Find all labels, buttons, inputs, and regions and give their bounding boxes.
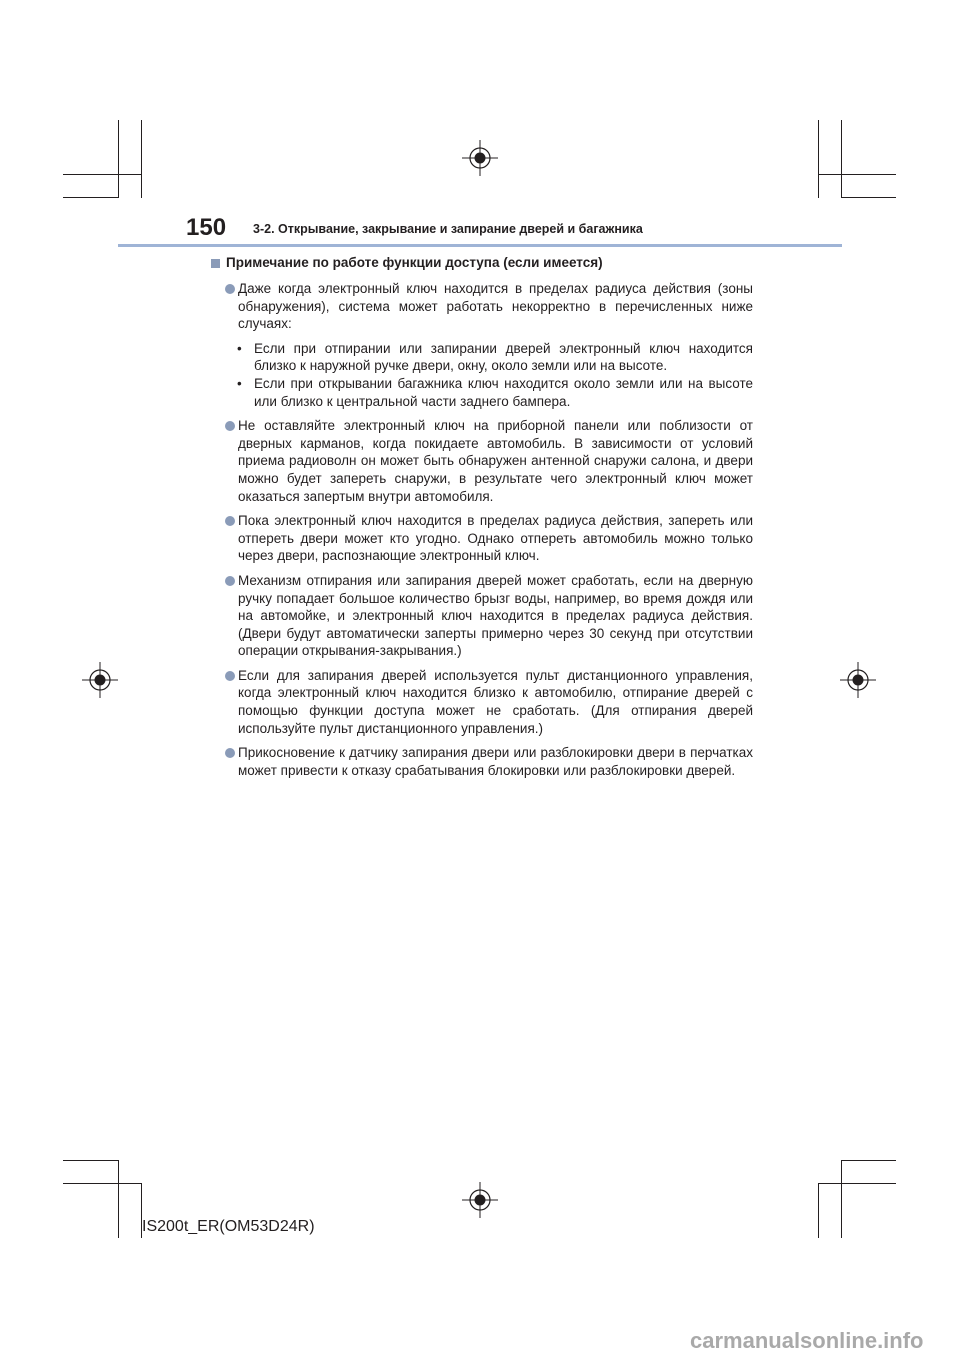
circle-bullet-icon (225, 671, 235, 681)
registration-mark-icon (462, 1182, 498, 1218)
crop-mark (818, 174, 896, 175)
crop-mark (818, 120, 819, 198)
document-code: IS200t_ER(OM53D24R) (142, 1218, 315, 1235)
sub-list-item (227, 375, 753, 410)
registration-mark-icon (82, 662, 118, 698)
list-item-text: Если для запирания дверей используется пульт дистанционного управления, когда электронный ключ находится близко к автомобилю, отпирание дверей с помощью функции доступа может не сработать. (Для отпирания дверей используйте пульт дистанционного управления.) (238, 667, 753, 736)
list-item-text: Даже когда электронный ключ находится в пределах радиуса действия (зоны обнаружения), система может работать некорректно в перечисленных ниже случаях: (238, 281, 753, 332)
crop-mark (818, 1183, 896, 1184)
registration-mark-icon (840, 662, 876, 698)
list-item-text: Прикосновение к датчику запирания двери или разблокировки двери в перчатках может привести к отказу срабатывания блокировки или разблокировки дверей. (238, 745, 753, 778)
list-item (211, 417, 753, 505)
crop-mark (63, 1183, 141, 1184)
crop-mark (118, 120, 119, 198)
list-item (211, 572, 753, 660)
square-bullet-icon (211, 259, 220, 268)
registration-mark-icon (462, 140, 498, 176)
list-item (211, 744, 753, 779)
crop-mark (63, 197, 118, 198)
circle-bullet-icon (225, 284, 235, 294)
crop-mark (118, 1160, 119, 1238)
circle-bullet-icon (225, 576, 235, 586)
list-item-text: Не оставляйте электронный ключ на приборной панели или поблизости от дверных карманов, когда покидаете автомобиль. В зависимости от условий приема радиоволн он может быть обнаружен антенной снаружи салона, и двери можно будет запереть снаружи, в результате чего электронный ключ может оказаться запертым внутри автомобиля. (238, 418, 753, 504)
list-item (211, 667, 753, 737)
bullet-glyph: • (237, 375, 242, 391)
sub-list (211, 340, 753, 410)
note-heading (211, 254, 753, 272)
crop-mark (841, 1160, 896, 1161)
crop-mark (818, 1183, 819, 1238)
section-title: 3-2. Открывание, закрывание и запирание дверей и багажника (253, 222, 643, 236)
sub-list-item-text: Если при открывании багажника ключ находится около земли или на высоте или близко к центральной части заднего бампера. (254, 375, 753, 409)
circle-bullet-icon (225, 748, 235, 758)
crop-mark (841, 120, 842, 198)
watermark: carmanualsonline.info (690, 1328, 924, 1353)
sub-list-item-text: Если при отпирании или запирании дверей электронный ключ находится близко к наружной ручке двери, окну, около земли или на высоте. (254, 340, 753, 374)
crop-mark (841, 197, 896, 198)
list-item-text: Механизм отпирания или запирания дверей может сработать, если на дверную ручку попадает большое количество брызг воды, например, во время дождя или на автомойке, и электронный ключ находится в пределах радиуса действия. (Двери будут автоматически заперты примерно через 30 секунд при отсутствии операции открывания-закрывания.) (238, 572, 753, 659)
sub-list-item (227, 340, 753, 375)
bullet-glyph: • (237, 340, 242, 356)
header-rule (118, 244, 842, 247)
note-heading-text: Примечание по работе функции доступа (если имеется) (226, 255, 603, 270)
page-number: 150 (186, 214, 227, 241)
crop-mark (141, 120, 142, 198)
crop-mark (841, 1160, 842, 1238)
list-item (211, 280, 753, 333)
list-item-text: Пока электронный ключ находится в пределах радиуса действия, запереть или отпереть двери может кто угодно. Однако отпереть автомобиль можно только через двери, распознающие электронный ключ. (238, 513, 753, 564)
crop-mark (63, 1160, 118, 1161)
crop-mark (63, 174, 141, 175)
note-section (211, 254, 753, 786)
circle-bullet-icon (225, 421, 235, 431)
list-item (211, 512, 753, 565)
circle-bullet-icon (225, 516, 235, 526)
